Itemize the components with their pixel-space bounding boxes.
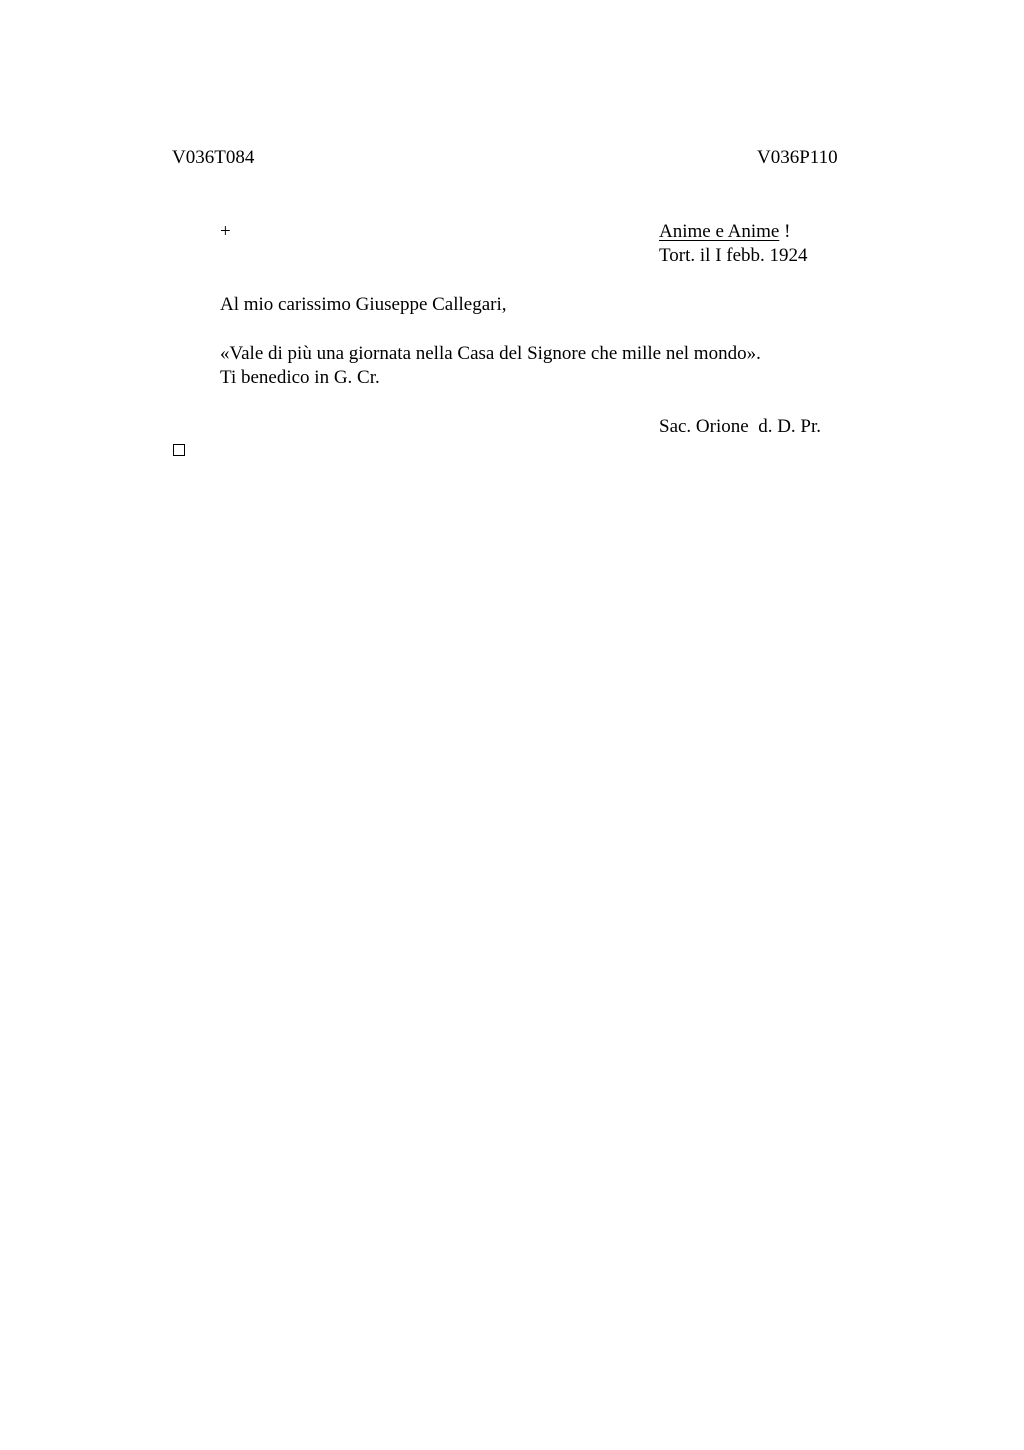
motto-text: Anime e Anime [659, 221, 780, 242]
place-date: Tort. il I febb. 1924 [659, 245, 808, 266]
blessing-line: Ti benedico in G. Cr. [220, 367, 380, 388]
header-left-code: V036T084 [172, 147, 255, 168]
motto-line [659, 220, 790, 244]
motto-suffix: ! [779, 221, 791, 242]
salutation: Al mio carissimo Giuseppe Callegari, [220, 294, 507, 315]
signature: Sac. Orione d. D. Pr. [659, 416, 822, 437]
header-right-code: V036P110 [757, 147, 838, 168]
quote-line: «Vale di più una giornata nella Casa del Signore che mille nel mondo». [220, 343, 761, 364]
cross-symbol: + [220, 221, 231, 242]
end-square-icon [173, 444, 185, 456]
